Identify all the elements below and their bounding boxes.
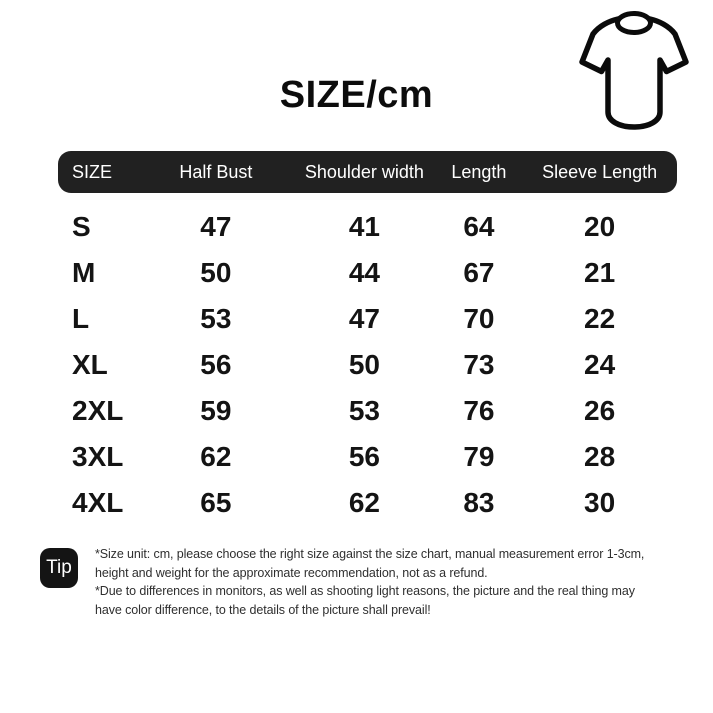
header-cell-length: Length: [451, 161, 507, 182]
size-label: 2XL: [72, 395, 124, 426]
header-cell-half-bust: Half Bust: [179, 161, 253, 182]
size-label: 3XL: [72, 441, 124, 472]
half-bust-value: 53: [200, 303, 232, 334]
half-bust-value: 62: [200, 441, 232, 472]
sleeve-length-value: 21: [584, 257, 616, 288]
tip-section: [40, 545, 644, 619]
size-table-body: [58, 204, 677, 526]
shoulder-width-value: 44: [348, 257, 380, 288]
table-row-4xl: [58, 480, 677, 526]
table-row-3xl: [58, 434, 677, 480]
tip-note-line: *Size unit: cm, please choose the right size against the size chart, manual measurement error 1-3cm,: [95, 547, 645, 561]
length-value: 79: [463, 441, 495, 472]
size-label: 4XL: [72, 487, 124, 518]
sleeve-length-value: 22: [584, 303, 616, 334]
sleeve-length-value: 26: [584, 395, 616, 426]
size-table-header: [58, 151, 677, 193]
length-value: 64: [463, 211, 495, 242]
table-row-2xl: [58, 388, 677, 434]
size-label: S: [72, 211, 91, 242]
tip-note-line: height and weight for the approximate recommendation, not as a refund.: [95, 565, 488, 580]
table-row-l: [58, 296, 677, 342]
header-cell-shoulder-width: Shoulder width: [304, 161, 424, 182]
table-row-xl: [58, 342, 677, 388]
size-label: M: [72, 257, 96, 288]
tip-notes: [95, 545, 644, 619]
table-row-m: [58, 250, 677, 296]
sleeve-length-value: 30: [584, 487, 616, 518]
page-title: SIZE/cm: [279, 74, 434, 116]
header-cell-sleeve-length: Sleeve Length: [542, 161, 658, 182]
length-value: 73: [463, 349, 495, 380]
half-bust-value: 56: [200, 349, 232, 380]
tip-note-line: *Due to differences in monitors, as well as shooting light reasons, the picture and the real thing may: [95, 584, 635, 598]
length-value: 67: [463, 257, 495, 288]
shoulder-width-value: 50: [348, 349, 380, 380]
half-bust-value: 50: [200, 257, 232, 288]
half-bust-value: 47: [200, 211, 232, 242]
sleeve-length-value: 24: [584, 349, 616, 380]
shoulder-width-value: 41: [348, 211, 380, 242]
shoulder-width-value: 62: [348, 487, 380, 518]
sleeve-length-value: 28: [584, 441, 616, 472]
tip-badge: Tip: [40, 548, 78, 588]
tshirt-icon: [578, 10, 690, 145]
length-value: 76: [463, 395, 495, 426]
shoulder-width-value: 53: [348, 395, 380, 426]
sleeve-length-value: 20: [584, 211, 616, 242]
length-value: 83: [463, 487, 495, 518]
half-bust-value: 59: [200, 395, 232, 426]
half-bust-value: 65: [200, 487, 232, 518]
header-cell-size: SIZE: [72, 161, 113, 182]
shoulder-width-value: 47: [348, 303, 380, 334]
shoulder-width-value: 56: [348, 441, 380, 472]
tip-note-line: have color difference, to the details of the picture shall prevail!: [95, 602, 431, 617]
length-value: 70: [463, 303, 495, 334]
table-row-s: [58, 204, 677, 250]
size-table: [58, 151, 677, 526]
size-label: L: [72, 303, 90, 334]
size-label: XL: [72, 349, 108, 380]
